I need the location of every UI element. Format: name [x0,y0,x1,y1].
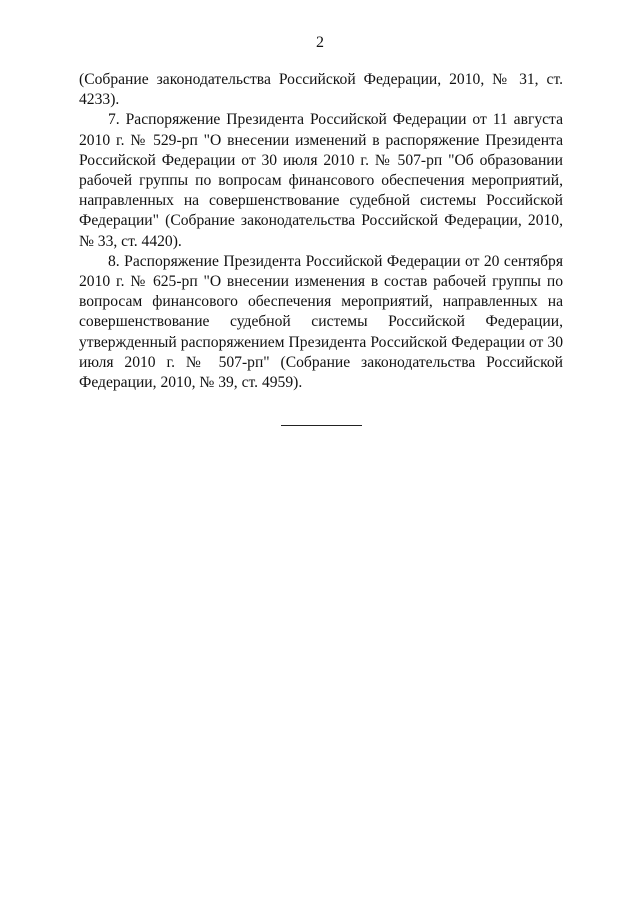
paragraph-continuation: (Собрание законодательства Российской Федерации, 2010, № 31, ст. 4233). [79,71,563,109]
paragraph-item-7: 7. Распоряжение Президента Российской Федерации от 11 августа 2010 г. № 529-рп "О внесении изменений в распоряжение Президента Российской Федерации от 30 июля 2010 г. № 507-рп "Об образовании рабочей группы по вопросам финансового обеспечения мероприятий, направленных на совершенствование судебной системы Российской Федерации" (Собрание законодательства Российской Федерации, 2010, № 33, ст. 4420). [79,111,563,250]
paragraph-item-8: 8. Распоряжение Президента Российской Федерации от 20 сентября 2010 г. № 625-рп "О внесении изменения в состав рабочей группы по вопросам финансового обеспечения мероприятий, направленных на совершенствование судебной системы Российской Федерации, утвержденный распоряжением Президента Российской Федерации от 30 июля 2010 г. № 507-рп" (Собрание законодательства Российской Федерации, 2010, № 39, ст. 4959). [79,252,563,392]
page-number: 2 [316,34,324,51]
document-body [79,70,563,393]
end-divider-line [281,425,362,426]
